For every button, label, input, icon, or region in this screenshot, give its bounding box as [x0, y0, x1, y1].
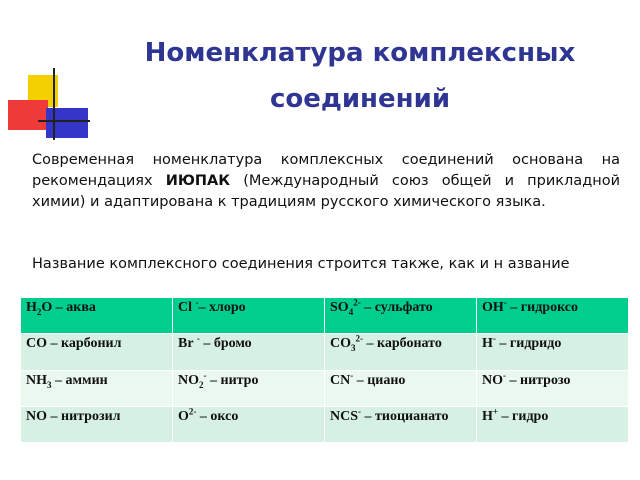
ligand-text: – циано	[353, 372, 406, 388]
iupac-abbreviation: ИЮПАК	[165, 173, 231, 189]
ligand-cell	[325, 370, 477, 406]
ligand-text: – гидридо	[495, 336, 562, 352]
ligand-cell	[477, 370, 629, 406]
ligand-superscript: -	[503, 297, 507, 308]
ligand-text: CO – карбонил	[26, 336, 122, 352]
ligand-cell	[173, 406, 325, 442]
ligand-text: NO	[178, 372, 199, 388]
ligand-superscript: -	[196, 333, 200, 344]
decor-red-square	[8, 100, 48, 130]
ligand-cell	[173, 334, 325, 370]
ligand-cell	[173, 298, 325, 334]
ligand-cell	[21, 298, 173, 334]
intro-text-2: (Международный союз общей и прикладной химии) и адаптирована к традициям русского химического языка.	[32, 173, 620, 210]
ligand-text: – гидроксо	[506, 300, 579, 315]
intro-text-1: Современная номенклатура комплексных соединений основана на рекомендациях	[32, 152, 620, 189]
ligand-text: – хлоро	[198, 300, 246, 315]
ligand-cell	[477, 334, 629, 370]
ligand-cell	[325, 406, 477, 442]
ligand-text: OH	[482, 300, 504, 315]
slide-title: Номенклатура комплексных соединений	[144, 38, 576, 114]
ligand-text: – аммин	[51, 372, 108, 388]
ligand-superscript: -	[358, 406, 362, 417]
ligand-subscript: 4	[348, 306, 354, 317]
decor-vertical-line	[53, 68, 55, 140]
ligand-text: – карбонато	[363, 336, 442, 352]
ligand-text: NH	[26, 372, 47, 388]
ligand-superscript: -	[203, 369, 207, 380]
ligand-text: – бромо	[199, 336, 252, 352]
ligand-text: H	[482, 336, 493, 352]
ligand-superscript: +	[492, 406, 499, 417]
ligand-text: Cl	[178, 300, 196, 315]
ligand-cell	[21, 334, 173, 370]
ligand-text: – нитро	[206, 372, 259, 388]
ligand-text: O – аква	[41, 300, 96, 315]
ligand-superscript: -	[195, 297, 199, 308]
ligand-text: NO	[482, 372, 503, 388]
ligand-cell	[477, 298, 629, 334]
ligand-superscript: -	[503, 369, 506, 380]
ligand-subscript: 2	[199, 379, 204, 390]
ligand-superscript: 2-	[188, 406, 197, 417]
ligand-cell	[21, 370, 173, 406]
ligand-cell	[21, 406, 173, 442]
ligand-superscript: 2-	[353, 297, 361, 308]
intro-paragraph	[32, 150, 620, 213]
ligand-subscript: 3	[47, 379, 52, 390]
ligand-cell	[173, 370, 325, 406]
ligand-text: NO – нитрозил	[26, 408, 121, 424]
second-paragraph: Название комплексного соединения строится также, как и н азвание	[32, 256, 570, 272]
ligand-text: CO	[330, 336, 351, 352]
ligand-cell	[325, 298, 477, 334]
ligand-cell	[477, 406, 629, 442]
ligand-row	[21, 334, 629, 370]
ligand-superscript: 2-	[355, 333, 363, 344]
ligand-subscript: 2	[36, 306, 42, 317]
ligand-cell	[325, 334, 477, 370]
ligand-text: – сульфато	[360, 300, 433, 315]
ligand-text: – нитрозо	[506, 372, 571, 388]
ligand-text: CN	[330, 372, 351, 388]
ligand-superscript: -	[350, 369, 354, 380]
ligand-text: – тиоцианато	[361, 408, 449, 424]
ligand-subscript: 3	[351, 343, 356, 354]
ligand-text: O	[178, 408, 189, 424]
ligand-row	[21, 298, 629, 334]
ligand-text: H	[26, 300, 37, 315]
ligand-superscript: -	[492, 333, 496, 344]
ligand-text: – гидро	[498, 408, 549, 424]
ligand-text: NCS	[330, 408, 359, 424]
ligand-text: SO	[330, 300, 349, 315]
ligand-row	[21, 406, 629, 442]
ligand-text: – оксо	[196, 408, 239, 424]
ligand-text: Br	[178, 336, 197, 352]
ligand-text: H	[482, 408, 493, 424]
ligand-names-table	[20, 297, 629, 443]
ligand-row	[21, 370, 629, 406]
